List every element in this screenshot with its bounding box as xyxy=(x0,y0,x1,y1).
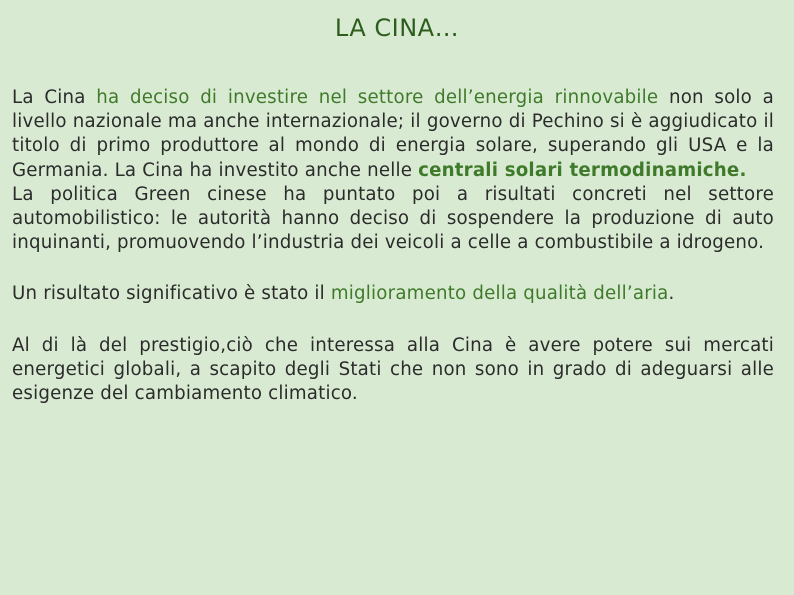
paragraph-air-quality xyxy=(12,282,774,306)
highlight-renewable: ha deciso di investire nel settore dell’energia rinnovabile xyxy=(96,87,659,108)
text-run: non solo a livello nazionale ma anche internazionale; il governo di Pechino si è aggiudicato il titolo di primo produttore al mondo di energia solare, superando gli USA e la Germania. La Cina ha investito anche nelle xyxy=(12,87,774,181)
text-run: La Cina xyxy=(12,87,97,108)
paragraph-renewable-investment xyxy=(12,86,774,183)
highlight-air-quality: miglioramento della qualità dell’aria xyxy=(330,283,669,305)
highlight-solar-plants: centrali solari termodinamiche. xyxy=(418,159,747,181)
paragraph-energy-markets: Al di là del prestigio,ciò che interessa alla Cina è avere potere sui mercati energetici globali, a scapito degli Stati che non sono in grado di adeguarsi alle esigenze del cambiamento climatico. xyxy=(12,334,774,405)
text-run: Un risultato significativo è stato il xyxy=(12,283,331,305)
paragraph-spacer xyxy=(12,307,774,334)
slide-title: LA CINA… xyxy=(334,14,460,42)
paragraph-spacer xyxy=(12,255,774,282)
text-run: . xyxy=(668,283,675,305)
paragraph-green-policy: La politica Green cinese ha puntato poi a risultati concreti nel settore automobilistico: le autorità hanno deciso di sospendere la produzione di auto inquinanti, promuovendo l’industria dei veicoli a celle a combustibile a idrogeno. xyxy=(12,183,774,254)
slide-body xyxy=(12,86,774,406)
